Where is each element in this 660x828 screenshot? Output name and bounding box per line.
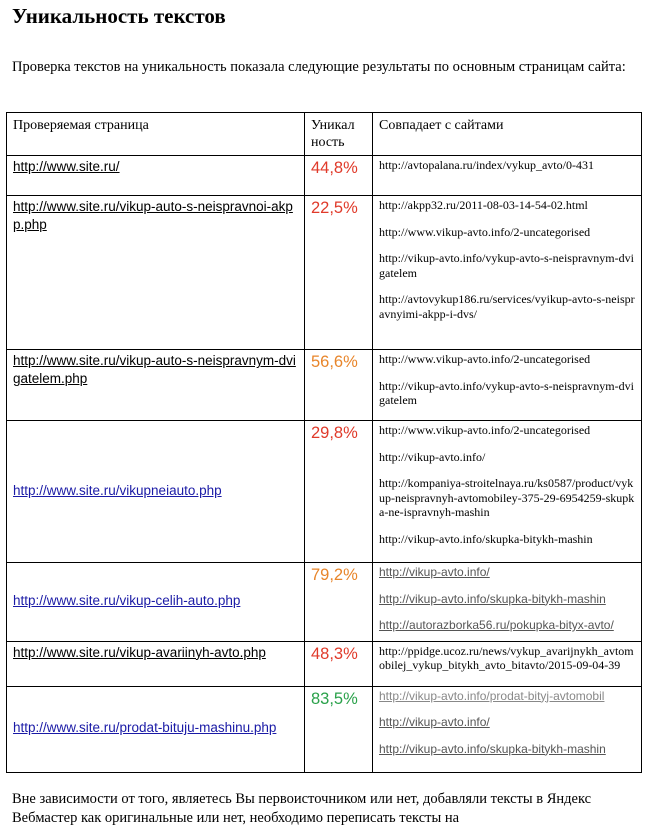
uniqueness-percent: 56,6% [311, 353, 358, 371]
matching-site-url[interactable]: http://vikup-avto.info/ [379, 715, 490, 729]
matching-sites-cell [373, 563, 642, 642]
table-row [7, 686, 642, 772]
checked-page-link[interactable]: http://www.site.ru/vikup-auto-s-neispravnoi-akpp.php [13, 199, 293, 232]
uniqueness-cell [305, 156, 373, 196]
matching-site-url: http://vikup-avto.info/ [379, 449, 486, 464]
checked-page-cell [7, 686, 305, 772]
header-uniqueness: Уникал ность [305, 113, 373, 156]
matching-site-url[interactable]: http://vikup-avto.info/prodat-bityj-avtomobil [379, 688, 605, 703]
matching-site-url: http://avtovykup186.ru/services/vyikup-avto-s-neispravnyimi-akpp-i-dvs/ [379, 292, 635, 321]
checked-page-link[interactable]: http://www.site.ru/vikup-avariinyh-avto.php [13, 644, 266, 660]
table-row [7, 350, 642, 421]
matching-site-url: http://www.vikup-avto.info/2-uncategorised [379, 423, 591, 437]
uniqueness-percent: 22,5% [311, 199, 358, 217]
uniqueness-percent: 44,8% [311, 159, 358, 177]
uniqueness-cell [305, 686, 373, 772]
checked-page-cell [7, 156, 305, 196]
matching-site-url[interactable]: http://vikup-avto.info/skupka-bitykh-mashin [379, 591, 606, 606]
table-row [7, 156, 642, 196]
table-row [7, 196, 642, 350]
outro-text: Вне зависимости от того, являетесь Вы первоисточником или нет, добавляли тексты в Яндекс Вебмастер как оригинальные или нет, необходимо переписать тексты на [12, 791, 592, 826]
uniqueness-cell [305, 563, 373, 642]
checked-page-cell [7, 563, 305, 642]
matching-sites-cell [373, 196, 642, 350]
table-header-row [7, 113, 642, 156]
uniqueness-table [6, 112, 642, 773]
uniqueness-percent: 79,2% [311, 566, 358, 584]
header-match: Совпадает с сайтами [373, 113, 642, 156]
checked-page-cell [7, 196, 305, 350]
matching-site-url: http://vikup-avto.info/vykup-avto-s-neispravnym-dvigatelem [379, 378, 634, 407]
matching-sites-cell [373, 421, 642, 563]
matching-site-url: http://www.vikup-avto.info/2-uncategorised [379, 224, 591, 239]
uniqueness-cell [305, 641, 373, 686]
checked-page-cell [7, 350, 305, 421]
matching-sites-cell [373, 686, 642, 772]
matching-site-url[interactable]: http://vikup-avto.info/skupka-bitykh-mashin [379, 741, 606, 756]
page-title: Уникальность текстов [12, 4, 226, 28]
uniqueness-percent: 83,5% [311, 689, 358, 708]
checked-page-link[interactable]: http://www.site.ru/prodat-bituju-mashinu.php [13, 720, 277, 735]
checked-page-cell [7, 641, 305, 686]
matching-sites-cell [373, 641, 642, 686]
checked-page-link[interactable]: http://www.site.ru/vikupneiauto.php [13, 482, 222, 498]
checked-page-link[interactable]: http://www.site.ru/vikup-auto-s-neispravnym-dvigatelem.php [13, 353, 296, 386]
checked-page-link[interactable]: http://www.site.ru/ [13, 159, 120, 174]
matching-sites-cell [373, 156, 642, 196]
matching-site-url: http://vikup-avto.info/vykup-avto-s-neispravnym-dvigatelem [379, 251, 634, 280]
table-row [7, 641, 642, 686]
matching-site-url: http://avtopalana.ru/index/vykup_avto/0-431 [379, 158, 594, 172]
uniqueness-percent: 29,8% [311, 424, 358, 442]
matching-site-url: http://vikup-avto.info/skupka-bitykh-mashin [379, 531, 593, 546]
uniqueness-percent: 48,3% [311, 644, 358, 663]
uniqueness-cell [305, 196, 373, 350]
checked-page-link[interactable]: http://www.site.ru/vikup-celih-auto.php [13, 592, 241, 608]
matching-site-url[interactable]: http://vikup-avto.info/ [379, 565, 490, 579]
matching-site-url: http://akpp32.ru/2011-08-03-14-54-02.html [379, 198, 588, 212]
table-row [7, 563, 642, 642]
matching-site-url: http://www.vikup-avto.info/2-uncategorised [379, 352, 591, 366]
matching-sites-cell [373, 350, 642, 421]
matching-site-url[interactable]: http://autorazborka56.ru/pokupka-bityx-avto/ [379, 618, 614, 632]
header-page: Проверяемая страница [7, 113, 305, 156]
intro-text: Проверка текстов на уникальность показала следующие результаты по основным страницам сайта: [12, 59, 626, 75]
uniqueness-cell [305, 421, 373, 563]
checked-page-cell [7, 421, 305, 563]
table-row [7, 421, 642, 563]
uniqueness-cell [305, 350, 373, 421]
matching-site-url: http://ppidge.ucoz.ru/news/vykup_avarijnykh_avtomobilej_vykup_bitykh_avto_bitavto/2015-09-04-39 [379, 643, 634, 672]
matching-site-url: http://kompaniya-stroitelnaya.ru/ks0587/product/vykup-neispravnyh-avtomobiley-375-29-6954259-skupka-ne-ispravnyh-mashin [379, 476, 635, 519]
